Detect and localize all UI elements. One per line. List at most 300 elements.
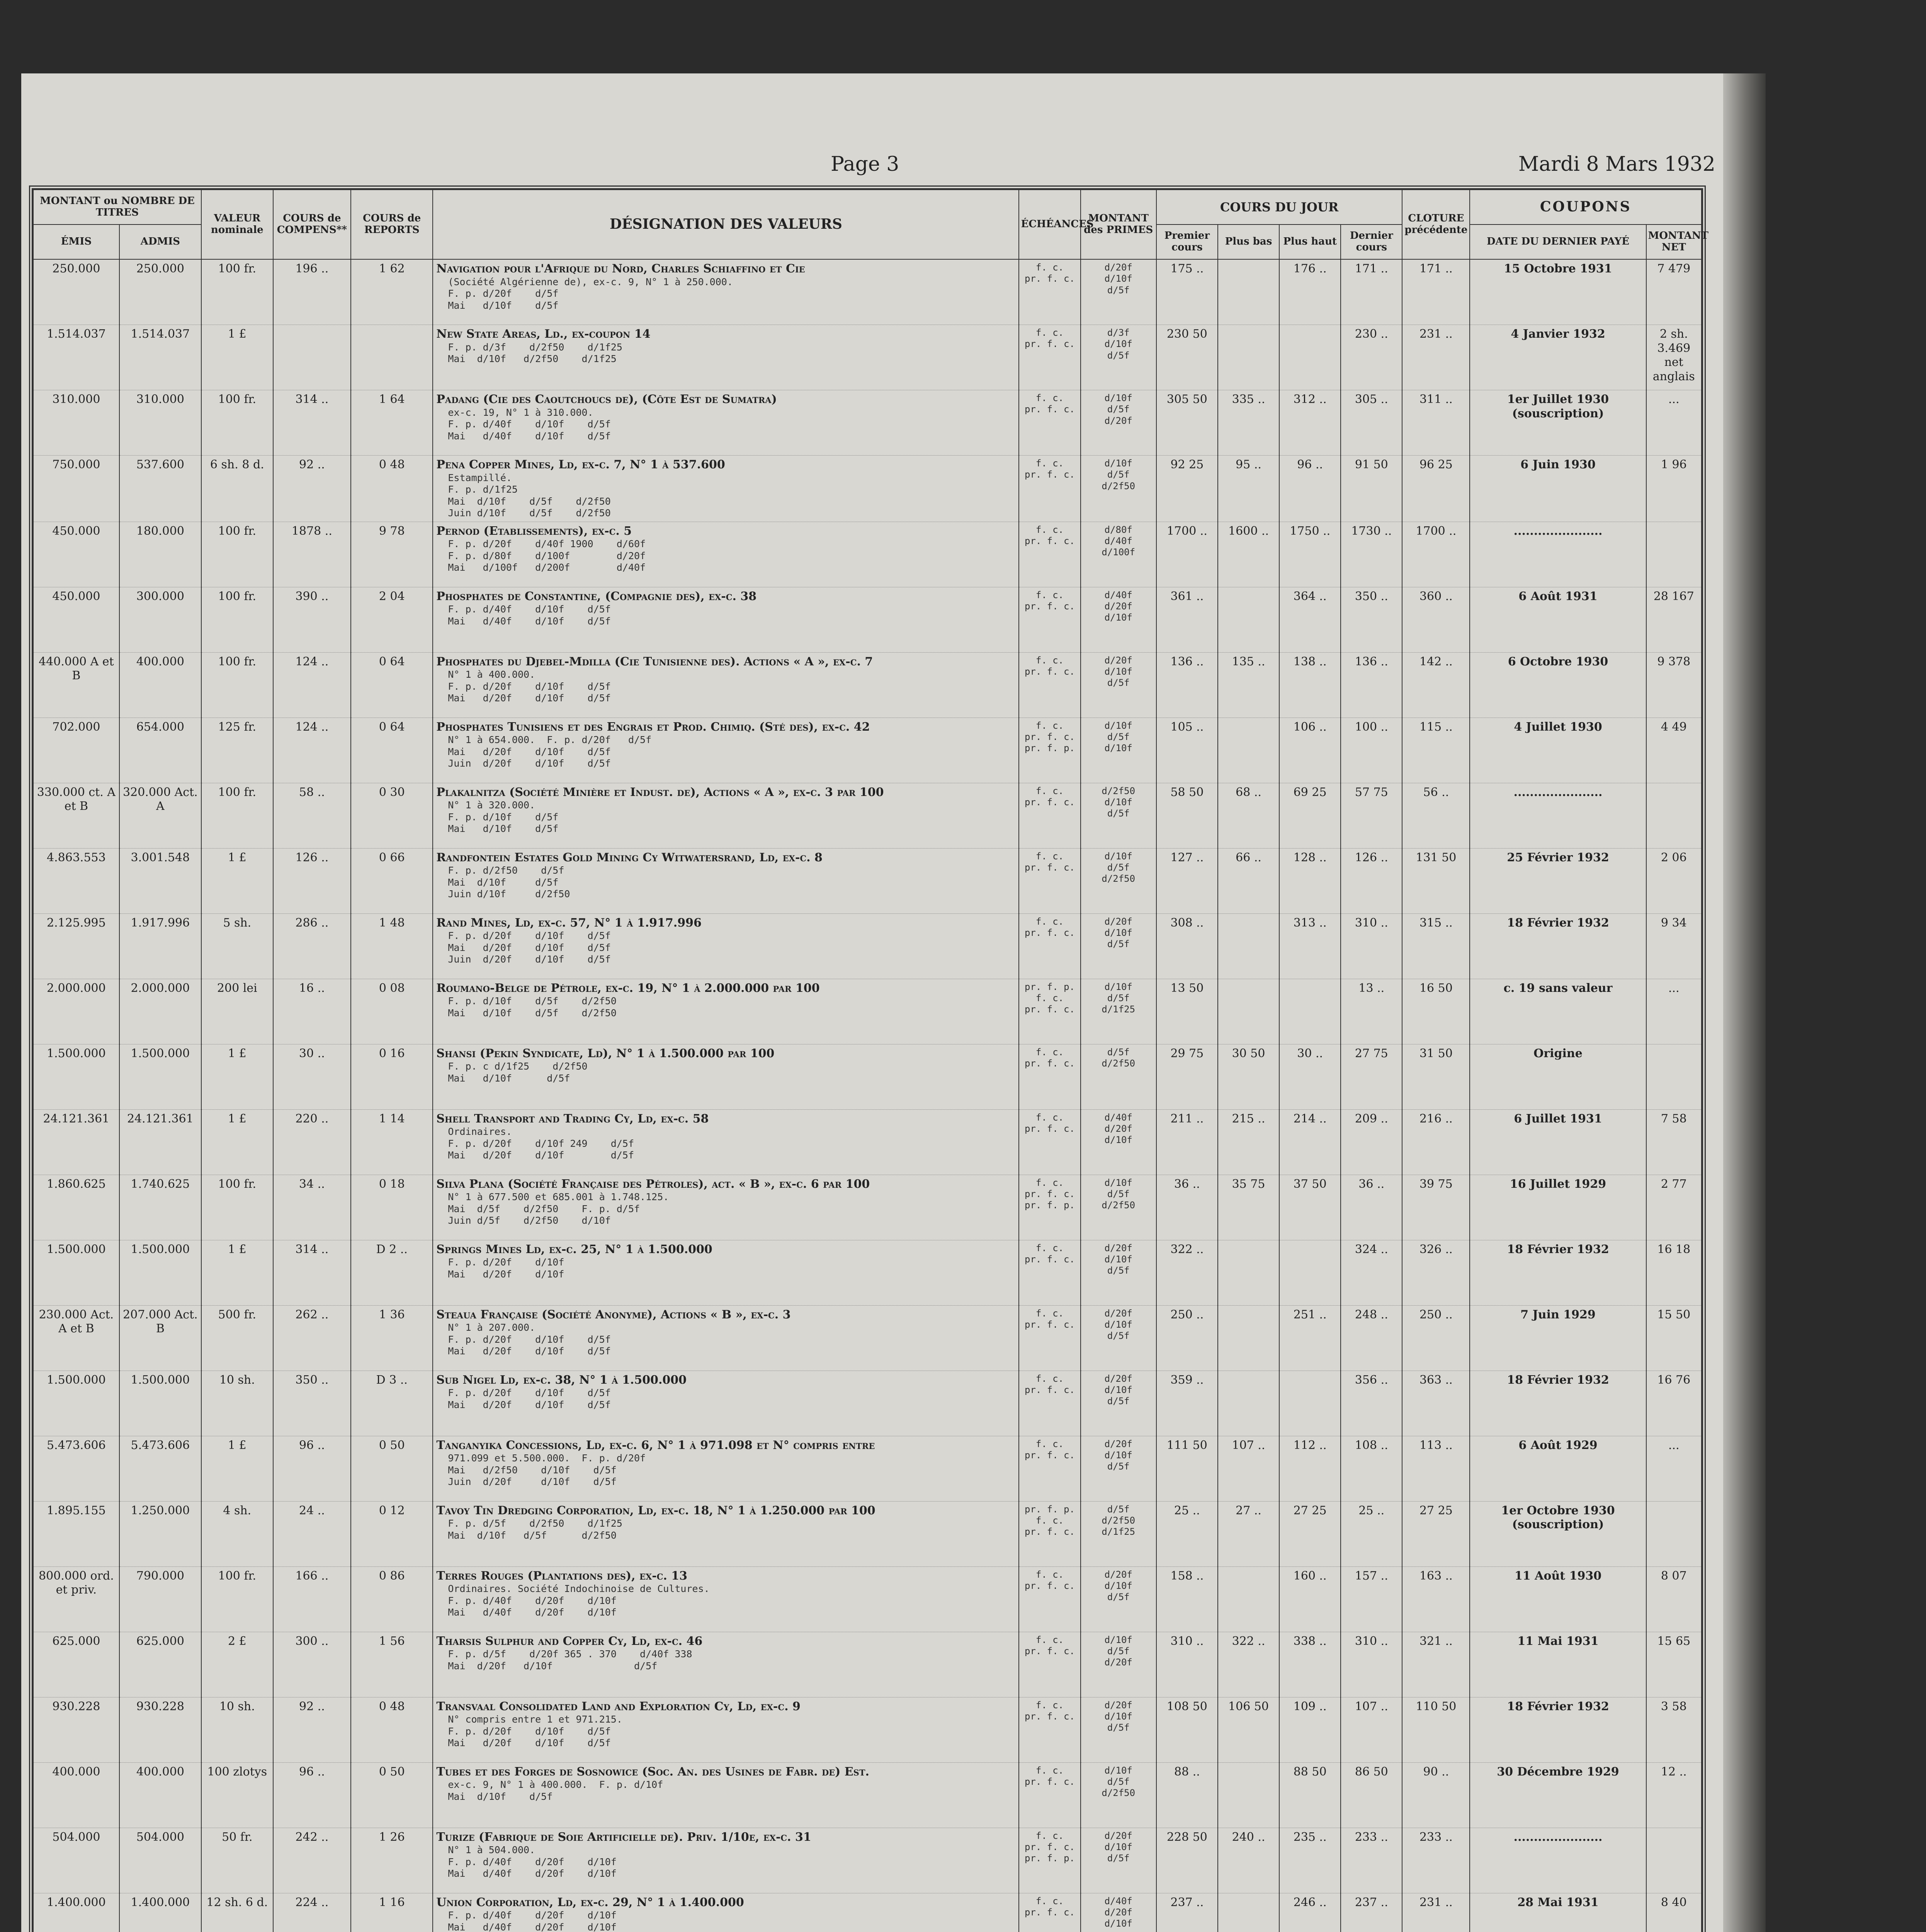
cell-coupon-net: 9 34 (1646, 913, 1702, 979)
cell-cours-compens: 24 .. (273, 1501, 351, 1566)
cell-cours-reports: 1 48 (351, 913, 433, 979)
cell-premier-cours: 158 .. (1156, 1566, 1218, 1632)
security-name: Terres Rouges (Plantations des), ex-c. 13 (436, 1569, 688, 1583)
cell-admis: 3.001.548 (119, 848, 201, 913)
cell-primes: d/20f d/10f d/5f (1081, 1371, 1156, 1436)
cell-cours-reports: 0 08 (351, 979, 433, 1044)
cell-plus-bas: 135 .. (1218, 652, 1279, 718)
cell-cours-compens: 220 .. (273, 1109, 351, 1175)
cell-coupon-net: 16 18 (1646, 1240, 1702, 1305)
cell-admis: 930.228 (119, 1697, 201, 1762)
cell-coupon-date: 6 Octobre 1930 (1470, 652, 1646, 718)
cell-admis: 1.500.000 (119, 1044, 201, 1109)
cell-emis: 250.000 (33, 259, 119, 325)
cell-echeances: f. c. pr. f. c. (1019, 522, 1080, 587)
cell-primes: d/20f d/10f d/5f (1081, 1305, 1156, 1371)
cell-designation (433, 1371, 1019, 1436)
cell-emis: 1.895.155 (33, 1501, 119, 1566)
cell-emis: 1.400.000 (33, 1893, 119, 1932)
cell-coupon-date: 11 Mai 1931 (1470, 1632, 1646, 1697)
cell-cours-compens: 300 .. (273, 1632, 351, 1697)
security-name: Tharsis Sulphur and Copper Cy, Ld, ex-c. 46 (436, 1634, 703, 1648)
header-coupons: COUPONS (1470, 190, 1702, 224)
cell-cours-reports: 0 66 (351, 848, 433, 913)
cell-cloture: 96 25 (1402, 456, 1470, 522)
cell-coupon-net: 1 96 (1646, 456, 1702, 522)
table-row (33, 652, 1702, 718)
cell-designation (433, 783, 1019, 848)
cell-cloture: 311 .. (1402, 390, 1470, 456)
cell-dernier-cours: 57 75 (1341, 783, 1402, 848)
table-row (33, 1305, 1702, 1371)
table-row (33, 1371, 1702, 1436)
quotation-table (33, 189, 1709, 1932)
security-name: Pernod (Etablissements), ex-c. 5 (436, 524, 632, 538)
table-row (33, 1566, 1702, 1632)
cell-cloture: 321 .. (1402, 1632, 1470, 1697)
cell-primes: d/10f d/5f d/1f25 (1081, 979, 1156, 1044)
cell-valeur: 100 zlotys (201, 1762, 273, 1828)
cell-designation (433, 913, 1019, 979)
security-detail: F. p. d/3f d/2f50 d/1f25 Mai d/10f d/2f50 d/1f25 (448, 341, 622, 365)
cell-coupon-net: 4 49 (1646, 718, 1702, 783)
cell-emis: 330.000 ct. A et B (33, 783, 119, 848)
cell-premier-cours: 310 .. (1156, 1632, 1218, 1697)
cell-primes: d/10f d/5f d/2f50 (1081, 1175, 1156, 1240)
cell-cours-compens: 124 .. (273, 652, 351, 718)
cell-cours-reports: 0 12 (351, 1501, 433, 1566)
cell-admis: 1.500.000 (119, 1371, 201, 1436)
cell-coupon-net: 2 77 (1646, 1175, 1702, 1240)
cell-valeur: 1 £ (201, 1044, 273, 1109)
header-plus-bas: Plus bas (1218, 224, 1279, 259)
cell-cours-compens: 286 .. (273, 913, 351, 979)
cell-cloture: 363 .. (1402, 1371, 1470, 1436)
page-date: Mardi 8 Mars 1932 (1518, 153, 1715, 176)
cell-cours-compens: 96 .. (273, 1762, 351, 1828)
cell-admis: 504.000 (119, 1828, 201, 1893)
table-row (33, 325, 1702, 390)
cell-cloture: 315 .. (1402, 913, 1470, 979)
cell-plus-bas: 322 .. (1218, 1632, 1279, 1697)
cell-coupon-date: ...................... (1470, 1828, 1646, 1893)
cell-primes: d/20f d/10f d/5f (1081, 652, 1156, 718)
cell-designation (433, 1828, 1019, 1893)
cell-admis: 1.740.625 (119, 1175, 201, 1240)
cell-valeur: 100 fr. (201, 1175, 273, 1240)
cell-admis: 400.000 (119, 1762, 201, 1828)
cell-coupon-date: Origine (1470, 1044, 1646, 1109)
cell-designation (433, 1044, 1019, 1109)
cell-valeur: 500 fr. (201, 1305, 273, 1371)
cell-designation (433, 1632, 1019, 1697)
cell-plus-bas (1218, 1893, 1279, 1932)
cell-coupon-date: ...................... (1470, 522, 1646, 587)
cell-cloture: 1700 .. (1402, 522, 1470, 587)
cell-designation (433, 587, 1019, 652)
cell-plus-bas (1218, 913, 1279, 979)
header-echeances: ÉCHÉANCES (1019, 190, 1080, 259)
cell-cours-reports: 1 56 (351, 1632, 433, 1697)
security-detail: Ordinaires. F. p. d/20f d/10f 249 d/5f Mai d/20f d/10f d/5f (448, 1126, 634, 1161)
cell-emis: 450.000 (33, 587, 119, 652)
header-premier-cours: Premier cours (1156, 224, 1218, 259)
table-row (33, 913, 1702, 979)
cell-coupon-date: 30 Décembre 1929 (1470, 1762, 1646, 1828)
cell-cours-reports: 1 64 (351, 390, 433, 456)
cell-admis: 625.000 (119, 1632, 201, 1697)
cell-designation (433, 1175, 1019, 1240)
cell-plus-bas: 215 .. (1218, 1109, 1279, 1175)
cell-valeur: 100 fr. (201, 652, 273, 718)
cell-designation (433, 718, 1019, 783)
cell-primes: d/3f d/10f d/5f (1081, 325, 1156, 390)
cell-emis: 400.000 (33, 1762, 119, 1828)
cell-valeur: 100 fr. (201, 587, 273, 652)
cell-echeances: pr. f. p. f. c. pr. f. c. (1019, 979, 1080, 1044)
security-detail: F. p. d/20f d/10f d/5f Mai d/20f d/10f d/5f Juin d/20f d/10f d/5f (448, 930, 611, 965)
security-name: Transvaal Consolidated Land and Exploration Cy, Ld, ex-c. 9 (436, 1699, 801, 1713)
cell-plus-bas (1218, 979, 1279, 1044)
cell-plus-bas: 240 .. (1218, 1828, 1279, 1893)
cell-plus-bas (1218, 325, 1279, 390)
cell-emis: 230.000 Act. A et B (33, 1305, 119, 1371)
security-detail: N° 1 à 320.000. F. p. d/10f d/5f Mai d/10f d/5f (448, 799, 559, 835)
cell-echeances: f. c. pr. f. c. (1019, 913, 1080, 979)
cell-plus-haut: 364 .. (1279, 587, 1341, 652)
cell-cloture: 233 .. (1402, 1828, 1470, 1893)
cell-plus-bas (1218, 1371, 1279, 1436)
cell-premier-cours: 105 .. (1156, 718, 1218, 783)
cell-cours-compens: 96 .. (273, 1436, 351, 1501)
cell-primes: d/10f d/5f d/10f (1081, 718, 1156, 783)
cell-plus-bas (1218, 1240, 1279, 1305)
security-name: Rand Mines, Ld, ex-c. 57, N° 1 à 1.917.996 (436, 916, 702, 930)
cell-cours-reports: 0 48 (351, 1697, 433, 1762)
cell-emis: 2.000.000 (33, 979, 119, 1044)
cell-designation (433, 390, 1019, 456)
cell-cloture: 216 .. (1402, 1109, 1470, 1175)
cell-admis: 24.121.361 (119, 1109, 201, 1175)
security-detail: F. p. d/5f d/20f 365 . 370 d/40f 338 Mai d/20f d/10f d/5f (448, 1648, 692, 1672)
cell-echeances: f. c. pr. f. c. pr. f. p. (1019, 718, 1080, 783)
cell-emis: 930.228 (33, 1697, 119, 1762)
cell-dernier-cours: 233 .. (1341, 1828, 1402, 1893)
cell-coupon-date: 18 Février 1932 (1470, 1240, 1646, 1305)
cell-designation (433, 1436, 1019, 1501)
cell-dernier-cours: 107 .. (1341, 1697, 1402, 1762)
cell-cours-compens: 196 .. (273, 259, 351, 325)
cell-coupon-date: 4 Juillet 1930 (1470, 718, 1646, 783)
cell-dernier-cours: 350 .. (1341, 587, 1402, 652)
table-row (33, 587, 1702, 652)
cell-echeances: pr. f. p. f. c. pr. f. c. (1019, 1501, 1080, 1566)
cell-plus-haut: 1750 .. (1279, 522, 1341, 587)
cell-admis: 790.000 (119, 1566, 201, 1632)
cell-coupon-date: 4 Janvier 1932 (1470, 325, 1646, 390)
cell-echeances: f. c. pr. f. c. (1019, 325, 1080, 390)
cell-cloture: 31 50 (1402, 1044, 1470, 1109)
cell-valeur: 100 fr. (201, 390, 273, 456)
cell-designation (433, 652, 1019, 718)
cell-premier-cours: 305 50 (1156, 390, 1218, 456)
cell-dernier-cours: 356 .. (1341, 1371, 1402, 1436)
cell-cours-reports: D 2 .. (351, 1240, 433, 1305)
cell-premier-cours: 228 50 (1156, 1828, 1218, 1893)
security-detail: F. p. d/40f d/10f d/5f Mai d/40f d/10f d/5f (448, 604, 611, 627)
cell-primes: d/5f d/2f50 d/1f25 (1081, 1501, 1156, 1566)
cell-dernier-cours: 13 .. (1341, 979, 1402, 1044)
security-detail: N° 1 à 654.000. F. p. d/20f d/5f Mai d/20f d/10f d/5f Juin d/20f d/10f d/5f (448, 734, 652, 769)
security-detail: N° 1 à 400.000. F. p. d/20f d/10f d/5f Mai d/20f d/10f d/5f (448, 669, 611, 704)
cell-echeances: f. c. pr. f. c. (1019, 1697, 1080, 1762)
cell-cloture: 163 .. (1402, 1566, 1470, 1632)
cell-premier-cours: 108 50 (1156, 1697, 1218, 1762)
table-row (33, 1697, 1702, 1762)
cell-primes: d/40f d/20f d/10f (1081, 1109, 1156, 1175)
cell-coupon-net: ... (1646, 390, 1702, 456)
security-name: Silva Plana (Société Française des Pétroles), act. « B », ex-c. 6 par 100 (436, 1177, 870, 1191)
table-row (33, 979, 1702, 1044)
table-row (33, 1893, 1702, 1932)
cell-emis: 450.000 (33, 522, 119, 587)
cell-premier-cours: 361 .. (1156, 587, 1218, 652)
cell-valeur: 1 £ (201, 848, 273, 913)
cell-coupon-net (1646, 522, 1702, 587)
cell-echeances: f. c. pr. f. c. (1019, 1044, 1080, 1109)
cell-emis: 24.121.361 (33, 1109, 119, 1175)
cell-echeances: f. c. pr. f. c. (1019, 1436, 1080, 1501)
cell-cours-compens: 262 .. (273, 1305, 351, 1371)
cell-cours-compens: 92 .. (273, 456, 351, 522)
cell-plus-bas: 35 75 (1218, 1175, 1279, 1240)
cell-coupon-net (1646, 783, 1702, 848)
table-row (33, 1240, 1702, 1305)
cell-coupon-net: 2 sh. 3.469 net anglais (1646, 325, 1702, 390)
cell-admis: 250.000 (119, 259, 201, 325)
cell-coupon-net: 28 167 (1646, 587, 1702, 652)
cell-dernier-cours: 1730 .. (1341, 522, 1402, 587)
cell-coupon-date: ...................... (1470, 783, 1646, 848)
cell-premier-cours: 322 .. (1156, 1240, 1218, 1305)
security-detail: Ordinaires. Société Indochinoise de Cultures. F. p. d/40f d/20f d/10f Mai d/40f d/20f d/10f (448, 1583, 710, 1618)
cell-valeur: 1 £ (201, 325, 273, 390)
security-name: Shell Transport and Trading Cy, Ld, ex-c. 58 (436, 1112, 709, 1126)
cell-admis: 1.917.996 (119, 913, 201, 979)
cell-valeur: 100 fr. (201, 1566, 273, 1632)
security-detail: F. p. d/2f50 d/5f Mai d/10f d/5f Juin d/10f d/2f50 (448, 865, 570, 900)
cell-coupon-net: ... (1646, 1436, 1702, 1501)
cell-primes: d/40f d/20f d/10f (1081, 1893, 1156, 1932)
security-detail: N° compris entre 1 et 971.215. F. p. d/20f d/10f d/5f Mai d/20f d/10f d/5f (448, 1714, 622, 1749)
security-detail: F. p. d/5f d/2f50 d/1f25 Mai d/10f d/5f d/2f50 (448, 1518, 622, 1541)
cell-coupon-date: 1er Juillet 1930 (souscription) (1470, 390, 1646, 456)
cell-coupon-net: 16 76 (1646, 1371, 1702, 1436)
cell-coupon-date: 6 Août 1931 (1470, 587, 1646, 652)
cell-plus-bas: 66 .. (1218, 848, 1279, 913)
header-valeur: VALEUR nominale (201, 190, 273, 259)
table-row (33, 1109, 1702, 1175)
cell-primes: d/40f d/20f d/10f (1081, 587, 1156, 652)
cell-echeances: f. c. pr. f. c. (1019, 1240, 1080, 1305)
cell-plus-bas: 107 .. (1218, 1436, 1279, 1501)
cell-premier-cours: 13 50 (1156, 979, 1218, 1044)
security-detail: F. p. d/20f d/10f d/5f Mai d/20f d/10f d/5f (448, 1387, 611, 1410)
security-name: Tubes et des Forges de Sosnowice (Soc. An. des Usines de Fabr. de) Est. (436, 1765, 869, 1779)
cell-premier-cours: 230 50 (1156, 325, 1218, 390)
security-name: Springs Mines Ld, ex-c. 25, N° 1 à 1.500.000 (436, 1242, 712, 1256)
cell-dernier-cours: 126 .. (1341, 848, 1402, 913)
cell-primes: d/20f d/10f d/5f (1081, 1566, 1156, 1632)
quotation-table-frame (29, 185, 1709, 1932)
cell-dernier-cours: 237 .. (1341, 1893, 1402, 1932)
cell-premier-cours: 25 .. (1156, 1501, 1218, 1566)
cell-cloture: 326 .. (1402, 1240, 1470, 1305)
cell-cours-reports: 0 50 (351, 1762, 433, 1828)
cell-premier-cours: 29 75 (1156, 1044, 1218, 1109)
cell-premier-cours: 175 .. (1156, 259, 1218, 325)
header-designation: DÉSIGNATION DES VALEURS (433, 190, 1019, 259)
cell-designation (433, 1697, 1019, 1762)
cell-cours-compens: 390 .. (273, 587, 351, 652)
cell-cours-compens (273, 325, 351, 390)
cell-valeur: 12 sh. 6 d. (201, 1893, 273, 1932)
cell-plus-haut (1279, 325, 1341, 390)
cell-plus-bas: 68 .. (1218, 783, 1279, 848)
cell-designation (433, 1501, 1019, 1566)
table-row (33, 783, 1702, 848)
cell-plus-haut: 37 50 (1279, 1175, 1341, 1240)
cell-echeances: f. c. pr. f. c. (1019, 1305, 1080, 1371)
cell-dernier-cours: 310 .. (1341, 1632, 1402, 1697)
cell-premier-cours: 58 50 (1156, 783, 1218, 848)
cell-plus-haut (1279, 979, 1341, 1044)
cell-admis: 300.000 (119, 587, 201, 652)
cell-plus-bas: 95 .. (1218, 456, 1279, 522)
cell-dernier-cours: 36 .. (1341, 1175, 1402, 1240)
cell-coupon-net: 9 378 (1646, 652, 1702, 718)
cell-admis: 1.250.000 (119, 1501, 201, 1566)
cell-primes: d/20f d/10f d/5f (1081, 259, 1156, 325)
cell-cours-compens: 314 .. (273, 1240, 351, 1305)
cell-dernier-cours: 27 75 (1341, 1044, 1402, 1109)
cell-coupon-date: 7 Juin 1929 (1470, 1305, 1646, 1371)
security-detail: Estampillé. F. p. d/1f25 Mai d/10f d/5f d/2f50 Juin d/10f d/5f d/2f50 (448, 472, 611, 519)
cell-cours-reports: 1 16 (351, 1893, 433, 1932)
cell-plus-bas (1218, 718, 1279, 783)
page-edge (1723, 73, 1766, 1932)
header-cours-compens: COURS de COMPENS** (273, 190, 351, 259)
cell-cours-reports: 0 64 (351, 718, 433, 783)
cell-cours-reports: 0 86 (351, 1566, 433, 1632)
cell-cloture: 250 .. (1402, 1305, 1470, 1371)
cell-emis: 504.000 (33, 1828, 119, 1893)
security-name: Steaua Française (Société Anonyme), Actions « B », ex-c. 3 (436, 1308, 791, 1321)
cell-premier-cours: 92 25 (1156, 456, 1218, 522)
table-row (33, 848, 1702, 913)
security-name: New State Areas, Ld., ex-coupon 14 (436, 327, 651, 341)
cell-designation (433, 979, 1019, 1044)
cell-cours-compens: 166 .. (273, 1566, 351, 1632)
cell-plus-bas (1218, 259, 1279, 325)
header-montant: MONTANT ou NOMBRE DE TITRES (33, 190, 201, 224)
cell-admis: 2.000.000 (119, 979, 201, 1044)
cell-plus-haut: 176 .. (1279, 259, 1341, 325)
cell-echeances: f. c. pr. f. c. (1019, 587, 1080, 652)
cell-premier-cours: 308 .. (1156, 913, 1218, 979)
cell-echeances: f. c. pr. f. c. (1019, 390, 1080, 456)
cell-admis: 1.400.000 (119, 1893, 201, 1932)
cell-primes: d/20f d/10f d/5f (1081, 1828, 1156, 1893)
cell-plus-haut: 160 .. (1279, 1566, 1341, 1632)
cell-cours-reports: D 3 .. (351, 1371, 433, 1436)
cell-coupon-date: 18 Février 1932 (1470, 913, 1646, 979)
cell-cours-reports: 0 64 (351, 652, 433, 718)
cell-valeur: 2 £ (201, 1632, 273, 1697)
security-name: Tavoy Tin Dredging Corporation, Ld, ex-c. 18, N° 1 à 1.250.000 par 100 (436, 1503, 875, 1517)
cell-cours-reports: 0 30 (351, 783, 433, 848)
cell-cours-reports (351, 325, 433, 390)
cell-cours-reports: 2 04 (351, 587, 433, 652)
cell-plus-haut: 106 .. (1279, 718, 1341, 783)
cell-plus-bas: 30 50 (1218, 1044, 1279, 1109)
security-detail: F. p. d/20f d/10f Mai d/20f d/10f (448, 1257, 564, 1280)
table-row (33, 522, 1702, 587)
cell-plus-bas (1218, 587, 1279, 652)
cell-designation (433, 1240, 1019, 1305)
security-name: Phosphates de Constantine, (Compagnie des), ex-c. 38 (436, 589, 757, 603)
cell-cloture: 231 .. (1402, 1893, 1470, 1932)
cell-valeur: 100 fr. (201, 783, 273, 848)
cell-dernier-cours: 171 .. (1341, 259, 1402, 325)
cell-cours-reports: 0 18 (351, 1175, 433, 1240)
cell-plus-haut: 96 .. (1279, 456, 1341, 522)
cell-cours-reports: 0 48 (351, 456, 433, 522)
cell-coupon-date: 6 Juillet 1931 (1470, 1109, 1646, 1175)
cell-cloture: 231 .. (1402, 325, 1470, 390)
cell-plus-bas (1218, 1762, 1279, 1828)
cell-primes: d/20f d/10f d/5f (1081, 1436, 1156, 1501)
header-cloture: CLOTURE précédente (1402, 190, 1470, 259)
cell-coupon-date: 25 Février 1932 (1470, 848, 1646, 913)
cell-cloture: 56 .. (1402, 783, 1470, 848)
cell-echeances: f. c. pr. f. c. (1019, 1632, 1080, 1697)
cell-emis: 625.000 (33, 1632, 119, 1697)
cell-admis: 654.000 (119, 718, 201, 783)
cell-cours-reports: 1 36 (351, 1305, 433, 1371)
security-detail: N° 1 à 207.000. F. p. d/20f d/10f d/5f Mai d/20f d/10f d/5f (448, 1322, 611, 1357)
cell-premier-cours: 211 .. (1156, 1109, 1218, 1175)
cell-plus-haut: 214 .. (1279, 1109, 1341, 1175)
cell-plus-haut (1279, 1240, 1341, 1305)
cell-designation (433, 1109, 1019, 1175)
cell-designation (433, 1893, 1019, 1932)
cell-echeances: f. c. pr. f. c. (1019, 1762, 1080, 1828)
cell-primes: d/80f d/40f d/100f (1081, 522, 1156, 587)
cell-primes: d/20f d/10f d/5f (1081, 913, 1156, 979)
cell-admis: 5.473.606 (119, 1436, 201, 1501)
cell-dernier-cours: 86 50 (1341, 1762, 1402, 1828)
cell-emis: 310.000 (33, 390, 119, 456)
cell-cours-compens: 242 .. (273, 1828, 351, 1893)
cell-emis: 440.000 A et B (33, 652, 119, 718)
cell-primes: d/10f d/5f d/2f50 (1081, 1762, 1156, 1828)
cell-designation (433, 848, 1019, 913)
cell-primes: d/10f d/5f d/20f (1081, 390, 1156, 456)
cell-valeur: 100 fr. (201, 259, 273, 325)
cell-coupon-date: 11 Août 1930 (1470, 1566, 1646, 1632)
cell-valeur: 200 lei (201, 979, 273, 1044)
